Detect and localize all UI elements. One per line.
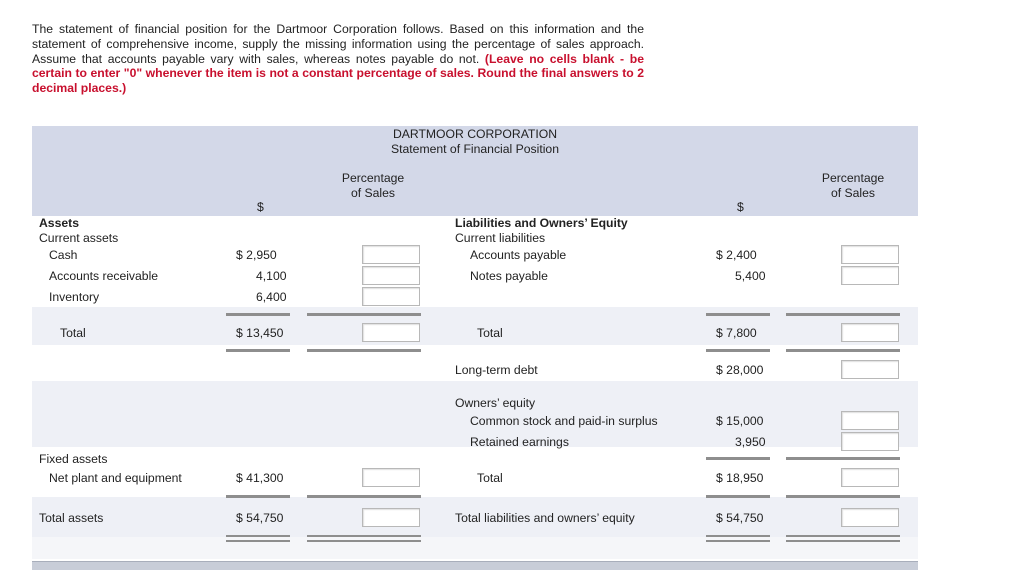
retained-earnings-label: Retained earnings: [470, 435, 569, 449]
rule-assets-dollar-1: [226, 313, 290, 316]
rule-liab-pct-1: [786, 313, 900, 316]
fixed-assets-heading: Fixed assets: [39, 452, 108, 466]
np-pct-input[interactable]: [841, 266, 899, 285]
drule-assets-dollar: [226, 535, 290, 542]
total-assets-label: Total assets: [39, 511, 104, 525]
drule-assets-pct: [307, 535, 421, 542]
common-stock-pct-input[interactable]: [841, 411, 899, 430]
rule-liab-dollar-2: [706, 349, 770, 352]
instructions-text: [32, 22, 644, 96]
current-liab-total-label: Total: [477, 326, 503, 340]
ar-value: 4,100: [256, 269, 287, 283]
rule-liab-pct-4: [786, 495, 900, 498]
rule-assets-dollar-3: [226, 495, 290, 498]
ar-pct-input[interactable]: [362, 266, 420, 285]
np-label: Notes payable: [470, 269, 548, 283]
cash-label: Cash: [49, 248, 78, 262]
inventory-label: Inventory: [49, 290, 100, 304]
total-assets-value: $ 54,750: [236, 511, 284, 525]
rule-liab-pct-3: [786, 457, 900, 460]
pct-header-assets-line1: Percentage: [341, 171, 405, 185]
rule-assets-dollar-2: [226, 349, 290, 352]
retained-earnings-pct-input[interactable]: [841, 432, 899, 451]
liabilities-heading: Liabilities and Owners’ Equity: [455, 216, 628, 230]
rule-liab-pct-2: [786, 349, 900, 352]
total-liab-equity-pct-input[interactable]: [841, 508, 899, 527]
inventory-value: 6,400: [256, 290, 287, 304]
ltd-value: $ 28,000: [716, 363, 764, 377]
statement-title: Statement of Financial Position: [390, 142, 559, 156]
npe-value: $ 41,300: [236, 471, 284, 485]
dollar-header-liab: $: [737, 200, 744, 214]
common-stock-value: $ 15,000: [716, 414, 764, 428]
total-liab-equity-label: Total liabilities and owners’ equity: [455, 511, 635, 525]
common-stock-label: Common stock and paid-in surplus: [470, 414, 658, 428]
cash-pct-input[interactable]: [362, 245, 420, 264]
ltd-label: Long-term debt: [455, 363, 538, 377]
npe-label: Net plant and equipment: [49, 471, 182, 485]
rule-liab-dollar-1: [706, 313, 770, 316]
dollar-header-assets: $: [257, 200, 264, 214]
ap-pct-input[interactable]: [841, 245, 899, 264]
current-assets-total-value: $ 13,450: [236, 326, 284, 340]
current-liab-total-value: $ 7,800: [716, 326, 757, 340]
npe-pct-input[interactable]: [362, 468, 420, 487]
instructions-plain: The statement of financial position for the Dartmoor Corporation follows. Based on this information and the statement of comprehensive income, supply the missing information using the percentage of sales approach. Assume that accounts payable vary with sales, whereas notes payable do not.: [32, 22, 644, 66]
current-liab-total-pct-input[interactable]: [841, 323, 899, 342]
current-assets-total-label: Total: [60, 326, 86, 340]
current-liabilities-heading: Current liabilities: [455, 231, 546, 245]
ap-label: Accounts payable: [470, 248, 567, 262]
rule-assets-pct-1: [307, 313, 421, 316]
owners-equity-total-pct-input[interactable]: [841, 468, 899, 487]
rule-assets-pct-2: [307, 349, 421, 352]
retained-earnings-value: 3,950: [735, 435, 766, 449]
cash-value: $ 2,950: [236, 248, 277, 262]
owners-equity-total-value: $ 18,950: [716, 471, 764, 485]
rule-assets-pct-3: [307, 495, 421, 498]
total-liab-equity-value: $ 54,750: [716, 511, 764, 525]
pct-header-liab-line1: Percentage: [821, 171, 885, 185]
current-assets-total-pct-input[interactable]: [362, 323, 420, 342]
drule-liab-dollar: [706, 535, 770, 542]
table-bottom-bar: [32, 561, 918, 570]
pct-header-assets-line2: of Sales: [350, 186, 396, 200]
assets-heading: Assets: [39, 216, 79, 230]
current-assets-heading: Current assets: [39, 231, 119, 245]
drule-liab-pct: [786, 535, 900, 542]
total-assets-pct-input[interactable]: [362, 508, 420, 527]
instructions-warning: (Leave no cells blank - be certain to enter "0" whenever the item is not a constant percentage of sales. Round the final answers to 2 decimal places.): [32, 51, 644, 96]
rule-liab-dollar-3: [706, 457, 770, 460]
ap-value: $ 2,400: [716, 248, 757, 262]
rule-liab-dollar-4: [706, 495, 770, 498]
company-name: DARTMOOR CORPORATION: [392, 127, 558, 141]
ltd-pct-input[interactable]: [841, 360, 899, 379]
owners-equity-total-label: Total: [477, 471, 503, 485]
owners-equity-heading: Owners’ equity: [455, 396, 536, 410]
inventory-pct-input[interactable]: [362, 287, 420, 306]
pct-header-liab-line2: of Sales: [830, 186, 876, 200]
ar-label: Accounts receivable: [49, 269, 159, 283]
np-value: 5,400: [735, 269, 766, 283]
